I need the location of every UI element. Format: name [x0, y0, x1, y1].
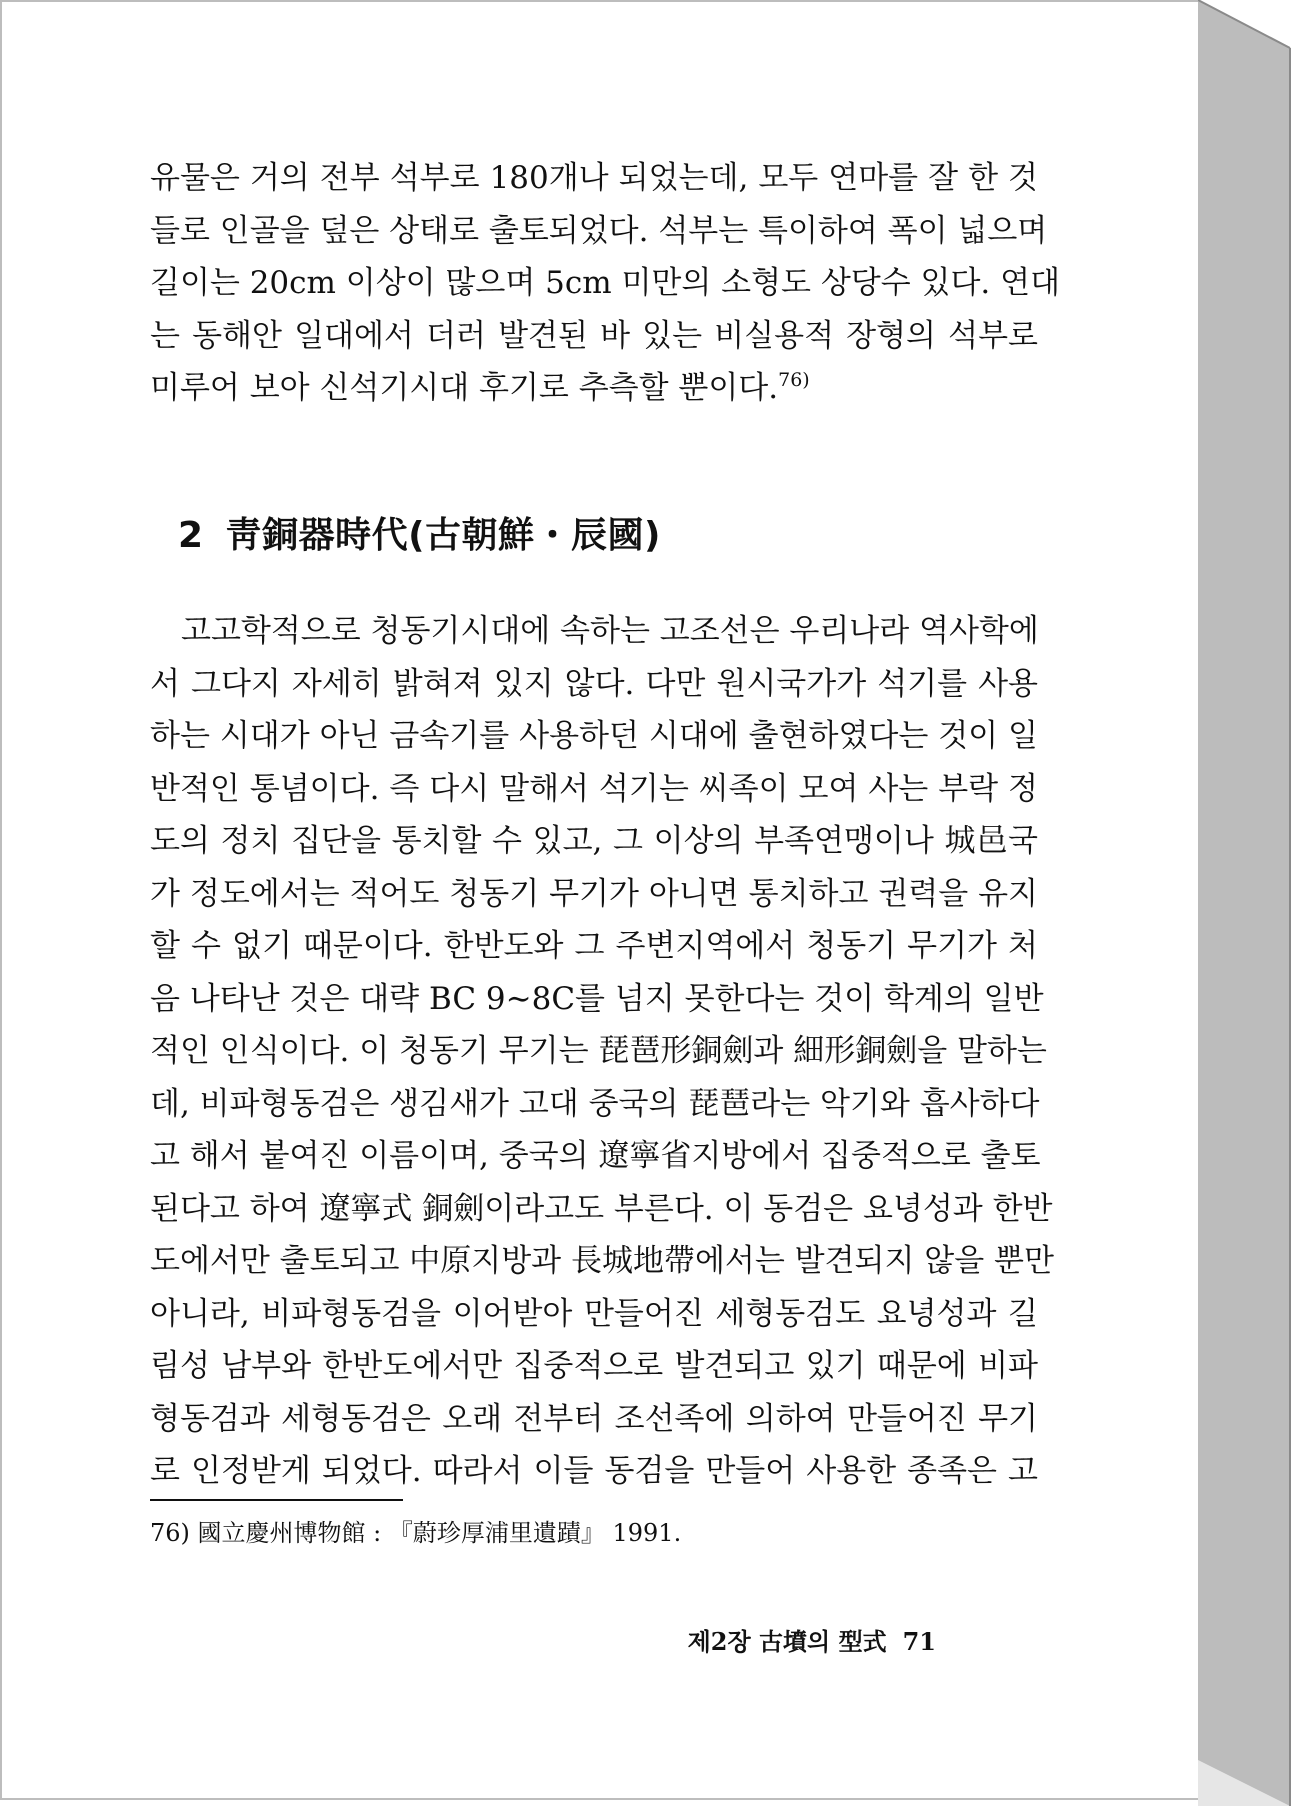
text-line: 유물은 거의 전부 석부로 180개나 되었는데, 모두 연마를 잘 한 것 — [150, 160, 1038, 196]
page-stack-edge — [1198, 0, 1313, 1806]
text-line: 고 해서 붙여진 이름이며, 중국의 遼寧省지방에서 집중적으로 출토 — [150, 1138, 1041, 1174]
section-title: 靑銅器時代(古朝鮮・辰國) — [225, 515, 661, 556]
text-line: 할 수 없기 때문이다. 한반도와 그 주변지역에서 청동기 무기가 처 — [150, 928, 1038, 964]
text-line: 하는 시대가 아닌 금속기를 사용하던 시대에 출현하였다는 것이 일 — [150, 718, 1038, 754]
text-line: 서 그다지 자세히 밝혀져 있지 않다. 다만 원시국가가 석기를 사용 — [150, 665, 1038, 702]
text-line: 는 동해안 일대에서 더러 발견된 바 있는 비실용적 장형의 석부로 — [150, 317, 1038, 354]
text-line: 적인 인식이다. 이 청동기 무기는 琵琶形銅劍과 細形銅劍을 말하는 — [150, 1033, 1047, 1069]
text-line: 형동검과 세형동검은 오래 전부터 조선족에 의하여 만들어진 무기 — [150, 1400, 1038, 1437]
text-line: 가 정도에서는 적어도 청동기 무기가 아니면 통치하고 권력을 유지 — [150, 875, 1038, 912]
text-line: 도에서만 출토되고 中原지방과 長城地帶에서는 발견되지 않을 뿐만 — [150, 1243, 1054, 1279]
text-line: 도의 정치 집단을 통치할 수 있고, 그 이상의 부족연맹이나 城邑국 — [150, 823, 1038, 859]
text-line: 된다고 하여 遼寧式 銅劍이라고도 부른다. 이 동검은 요녕성과 한반 — [150, 1190, 1053, 1227]
text-line — [150, 362, 1038, 415]
chapter-title: 제2장 古墳의 型式 — [687, 1627, 887, 1656]
text-line: 들로 인골을 덮은 상태로 출토되었다. 석부는 특이하여 폭이 넓으며 — [150, 212, 1048, 249]
text-line-content: 미루어 보아 신석기시대 후기로 추측할 뿐이다. — [150, 370, 779, 406]
section-number: 2 — [178, 515, 204, 556]
text-line: 데, 비파형동검은 생김새가 고대 중국의 琵琶라는 악기와 흡사하다 — [150, 1085, 1040, 1122]
text-line: 음 나타난 것은 대략 BC 9∼8C를 넘지 못한다는 것이 학계의 일반 — [150, 980, 1044, 1017]
text-line: 길이는 20cm 이상이 많으며 5cm 미만의 소형도 상당수 있다. 연대 — [150, 265, 1061, 301]
text-line: 로 인정받게 되었다. 따라서 이들 동검을 만들어 사용한 종족은 고 — [150, 1453, 1038, 1489]
paragraph-1 — [150, 152, 1061, 415]
footnote: 76) 國立慶州博物館 : 『蔚珍厚浦里遺蹟』 1991. — [150, 1519, 682, 1547]
page-number: 71 — [902, 1627, 936, 1656]
footnote-reference: 76) — [778, 369, 810, 391]
footnote-divider — [150, 1499, 403, 1501]
text-line: 아니라, 비파형동검을 이어받아 만들어진 세형동검도 요녕성과 길 — [150, 1295, 1038, 1332]
text-line: 고고학적으로 청동기시대에 속하는 고조선은 우리나라 역사학에 — [181, 613, 1039, 649]
paragraph-2 — [150, 605, 1054, 1498]
text-line: 반적인 통념이다. 즉 다시 말해서 석기는 씨족이 모여 사는 부락 정 — [150, 770, 1038, 807]
section-heading — [178, 507, 661, 558]
text-line: 림성 남부와 한반도에서만 집중적으로 발견되고 있기 때문에 비파 — [150, 1348, 1038, 1384]
page-footer — [688, 1622, 936, 1657]
